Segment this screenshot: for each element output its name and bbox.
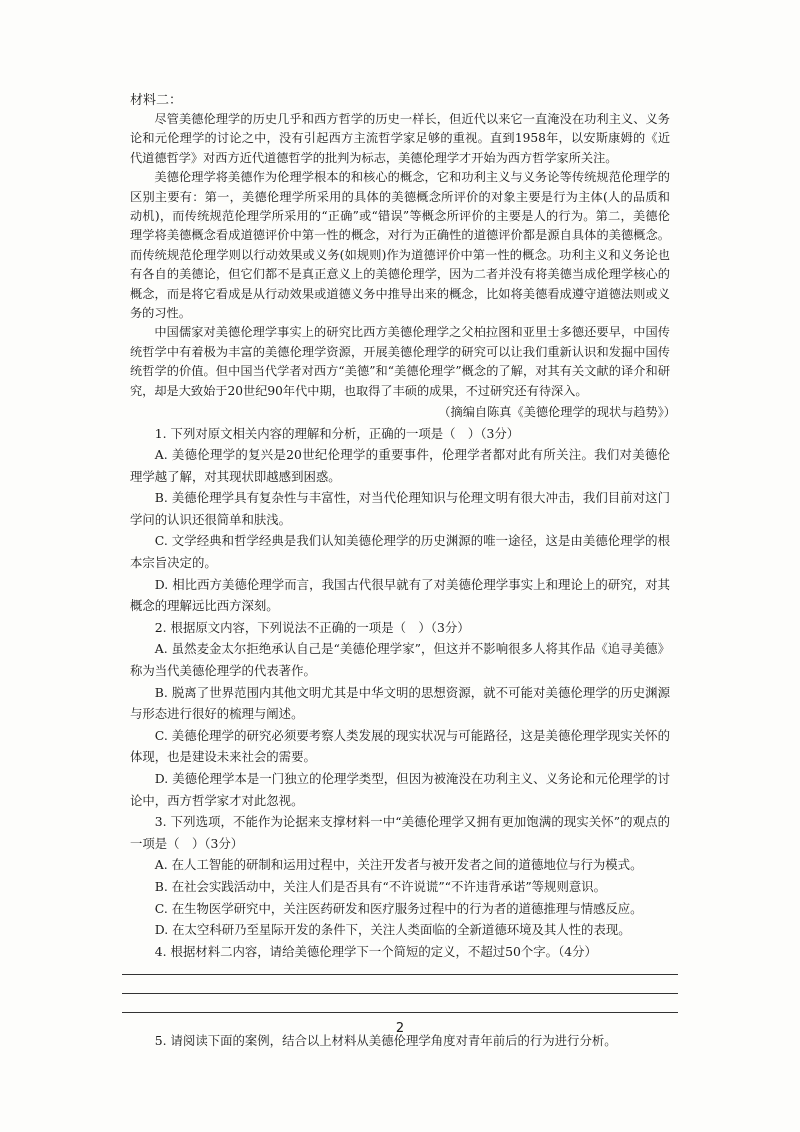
option-d: D. 相比西方美德伦理学而言，我国古代很早就有了对美德伦理学事实上和理论上的研究，对其概念的理解远比西方深刻。 — [130, 576, 670, 614]
material-paragraph: 尽管美德伦理学的历史几乎和西方哲学的历史一样长，但近代以来它一直淹没在功利主义、义务论和元伦理学的讨论之中，没有引起西方主流哲学家足够的重视。直到1958年，以安斯康姆的《近代道德哲学》对西方近代道德哲学的批判为标志，美德伦理学才开始为西方哲学家所关注。 — [130, 112, 670, 165]
option-c: C. 在生物医学研究中，关注医药研发和医疗服务过程中的行为者的道德推理与情感反应。 — [154, 900, 643, 916]
option-a: A. 美德伦理学的复兴是20世纪伦理学的重要事件，伦理学者都对此有所关注。我们对美德伦理学越了解，对其现状即越感到困惑。 — [130, 447, 670, 484]
page-number: 2 — [395, 1021, 405, 1036]
question-stem: 1. 下列对原文相关内容的理解和分析，正确的一项是（ ）（3分） — [154, 425, 520, 441]
option-a: A. 虽然麦金太尔拒绝承认自己是“美德伦理学家”，但这并不影响很多人将其作品《追寻美德》称为当代美德伦理学的代表著作。 — [130, 641, 670, 679]
answer-area[interactable] — [130, 974, 670, 1013]
option-b: B. 脱离了世界范围内其他文明尤其是中华文明的思想资源，就不可能对美德伦理学的历史渊源与形态进行很好的梳理与阐述。 — [130, 684, 670, 722]
material-paragraph: 美德伦理学将美德作为伦理学根本的和核心的概念，它和功利主义与义务论等传统规范伦理学的区别主要有：第一，美德伦理学所采用的具体的美德概念所评价的对象主要是行为主体(人的品质和动机)，而传统规范伦理学所采用的“正确”或“错误”等概念所评价的主要是人的行为。第二，美德伦理学将美德概念看成道德评价中第一性的概念，对行为正确性的道德评价都是源自具体的美德概念。而传统规范伦理学则以行动效果或义务(如规则)作为道德评价中第一性的概念。功利主义和义务论也有各自的美德论，但它们都不是真正意义上的美德伦理学，因为二者并没有将美德当成伦理学核心的概念，而是将它看成是从行动效果或道德义务中推导出来的概念，比如将美德看成遵守道德法则或义务的习性。 — [130, 170, 670, 321]
answer-line — [122, 1012, 678, 1013]
option-b: B. 美德伦理学具有复杂性与丰富性，对当代伦理知识与伦理文明有很大冲击，我们目前对这门学问的认识还很简单和肤浅。 — [130, 490, 670, 527]
option-d: D. 美德伦理学本是一门独立的伦理学类型，但因为被淹没在功利主义、义务论和元伦理学的讨论中，西方哲学家才对此忽视。 — [130, 771, 670, 808]
option-c: C. 美德伦理学的研究必须要考察人类发展的现实状况与可能路径，这是美德伦理学现实关怀的体现，也是建设未来社会的需要。 — [130, 727, 670, 765]
option-d: D. 在太空科研乃至星际开发的条件下，关注人类面临的全新道德环境及其人性的表现。 — [154, 922, 631, 938]
material-source: （摘编自陈真《美德伦理学的现状与趋势》） — [438, 405, 676, 420]
exam-page — [130, 92, 676, 1051]
option-c: C. 文学经典和哲学经典是我们认知美德伦理学的历史渊源的唯一途径，这是由美德伦理学的根本宗旨决定的。 — [130, 533, 670, 571]
question-3 — [130, 811, 670, 941]
answer-line — [122, 993, 678, 994]
material-paragraph: 中国儒家对美德伦理学事实上的研究比西方美德伦理学之父柏拉图和亚里士多德还要早，中国传统哲学中有着极为丰富的美德伦理学资源，开展美德伦理学的研究可以让我们重新认识和发掘中国传统哲学的价值。但中国当代学者对西方“美德”和“美德伦理学”概念的了解，对其有关文献的译介和研究，却是大致始于20世纪90年代中期，也取得了丰硕的成果，不过研究还有待深入。 — [130, 325, 670, 398]
question-5-stem: 5. 请阅读下面的案例，结合以上材料从美德伦理学角度对青年前后的行为进行分析。 — [154, 1033, 617, 1049]
question-2 — [130, 617, 670, 811]
answer-line — [122, 974, 678, 975]
option-b: B. 在社会实践活动中，关注人们是否具有“不许说谎”“不许违背承诺”等规则意识。 — [154, 878, 607, 894]
question-stem: 3. 下列选项，不能作为论据来支撑材料一中“美德伦理学又拥有更加饱满的现实关怀”的观点的一项是（ ）（3分） — [130, 814, 670, 851]
question-4 — [130, 941, 670, 963]
question-1 — [130, 423, 670, 617]
question-stem: 4. 根据材料二内容，请给美德伦理学下一个简短的定义，不超过50个字。（4分） — [154, 943, 597, 959]
material-label: 材料二： — [130, 93, 183, 108]
material-body — [130, 110, 676, 423]
question-stem: 2. 根据原文内容，下列说法不正确的一项是（ ）（3分） — [154, 619, 470, 635]
option-a: A. 在人工智能的研制和运用过程中，关注开发者与被开发者之间的道德地位与行为模式。 — [154, 857, 643, 873]
